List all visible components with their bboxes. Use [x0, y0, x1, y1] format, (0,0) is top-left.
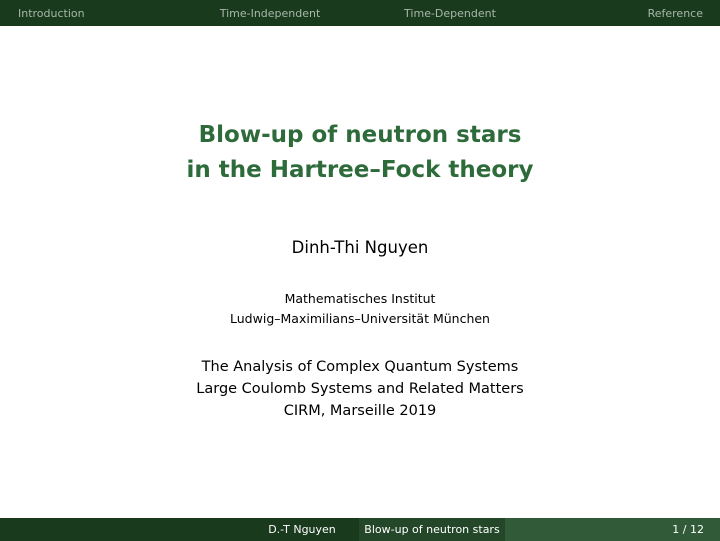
institute-line-1: Mathematisches Institut — [284, 291, 436, 306]
nav-time-independent[interactable]: Time-Independent — [219, 6, 321, 20]
nav-reference[interactable]: Reference — [647, 6, 703, 20]
nav-introduction[interactable]: Introduction — [18, 6, 85, 20]
footer-bar — [0, 518, 720, 541]
institute-line-2: Ludwig–Maximilians–Universität München — [230, 311, 490, 326]
footer-author: D.-T Nguyen — [245, 518, 359, 541]
slide-title — [0, 118, 720, 188]
title-line-2: in the Hartree–Fock theory — [186, 157, 534, 183]
event-line-1: The Analysis of Complex Quantum Systems — [201, 359, 519, 375]
footer-left-pad — [0, 518, 245, 541]
top-navigation — [0, 0, 720, 26]
institute — [0, 289, 720, 329]
nav-time-dependent[interactable]: Time-Dependent — [404, 6, 496, 20]
event-line-2: Large Coulomb Systems and Related Matters — [196, 381, 524, 397]
title-line-1: Blow-up of neutron stars — [198, 122, 522, 148]
footer-short-title: Blow-up of neutron stars — [359, 518, 505, 541]
author-name: Dinh-Thi Nguyen — [291, 238, 429, 257]
event-info — [0, 356, 720, 422]
event-line-3: CIRM, Marseille 2019 — [283, 403, 437, 419]
footer-page-number: 1 / 12 — [505, 518, 720, 541]
